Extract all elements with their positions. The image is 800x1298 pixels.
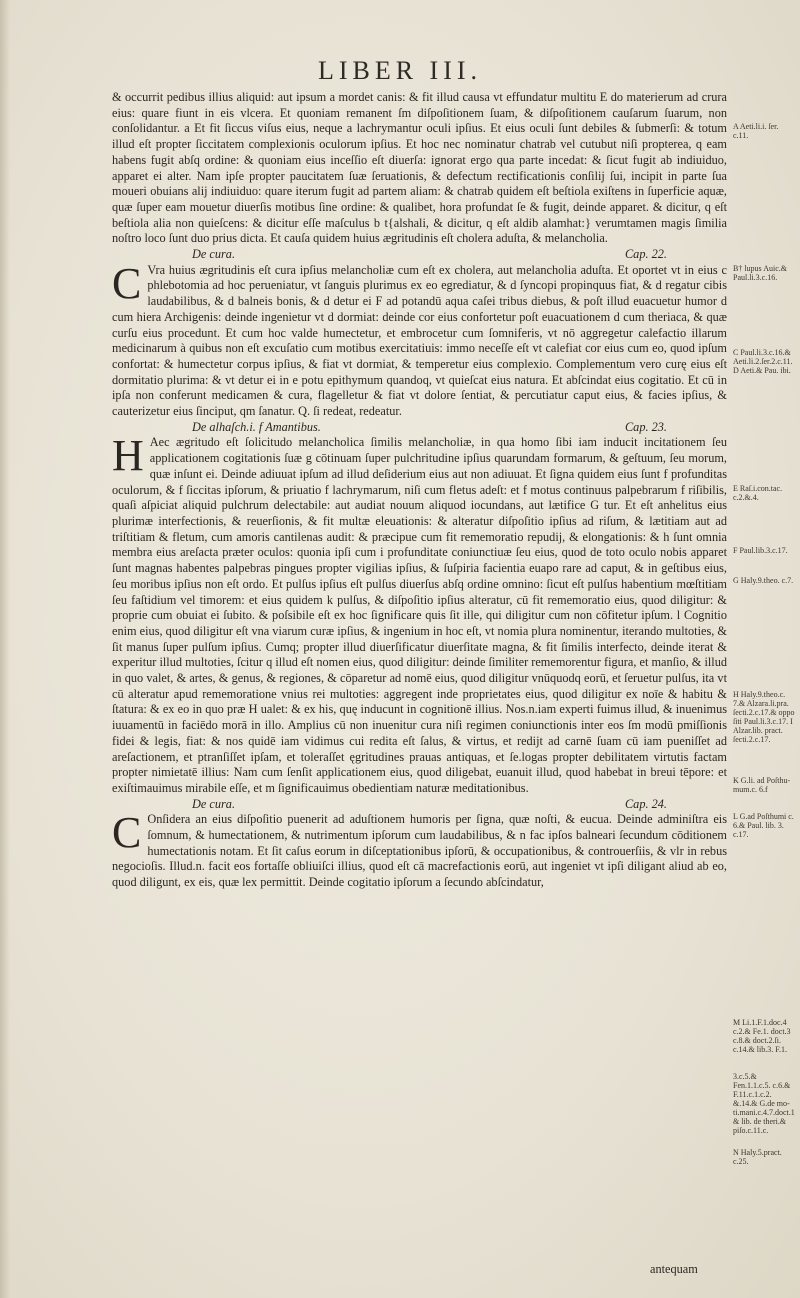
margin-note-n: N Haly.5.pract. c.25. (733, 1148, 782, 1166)
chapter-24-number: Cap. 24. (624, 796, 667, 811)
margin-note-hi: H Haly.9.theo.c. 7.& Alzara.li.pra. ſecti.2.c.17.& oppo ſiti Paul.li.3.c.17. I Alzar.lib. pract. ſecti.2.c.17. (733, 690, 795, 744)
catchword: antequam (650, 1262, 698, 1276)
chapter-23-text: Aec ægritudo eſt ſolicitudo melancholica ſimilis melancholiæ, in qua homo ſibi iam inducit incitationem ſeu applicationem cogitationis ſuæ g cōtinuam ſuper pulchritudine ipſius quarundam formarum, & geſtuum, ſeu morum, quæ inſunt ei. Deinde adiuuat ipſum ad illud deſiderium eius aut non adiuuat. Et ſigna quidem eius ſunt f profunditas oculorum, & f ſiccitas ipſorum, & priuatio f lachrymarum, niſi cum fletus adeſt: et f motus continuus palpebrarum f riſibilis, quaſi aſpiciat aliquid pulchrum delectabile: aut audiat nouum aliquod iocundans, aut lætifice G tur. Et eſt anhelitus eius plurimæ interfectionis, & reuerſionis, & fit multæ eleuationis: & alteratur diſpoſitio ipſius ad riſum, & lætitiam aut ad triſtitiam & fletum, cum amoris cantilenas audit: & præcipue cum fit rememoratio repudij, & elongationis: & h ſunt omnia membra eius areſacta præter oculos: quonia ipſi cum i profunditate coniunctiuæ ſeu eius, quod de toto oculo nobis apparet ſunt magnas habentes palpebras pingues propter vigilias ipſius, & ſuſpiria facientia euapo rare ad caput, & in geſtibus eius, ſeu moribus ipſius non eſt ordo. Et pulſus ipſius eſt pulſus diuerſus abſq ordine omnino: ſicut eſt pulſus habentium mœſtitiam ſeu faſtidium vel timorem: et eius quidem k pulſus, & diſpoſitio ipſius alteratur, cū fit rememoratio eius, quod diligitur: & proprie cum obuiat ei ſubito. & poſsibile eſt ex hoc ſignificare quis ſit ille, qui diligitur cum non cōfitetur ipſum. l Cognitio enim eius, quod diligitur eſt vna viarum curæ ipſius, & ingenium in hoc eſt, vt nomia plura nominentur, iterando multoties, & ſit manus ſuper pulſum ipſius. Cumq; propter illud diuerſificatur diuerſitate magna, & fit ſimilis interfecto, deinde iterat & experitur illud multoties, ſcitur q illud eſt nomen eius, quod diligitur: deinde ſimiliter rememorentur figura, et manſio, & illud in quo valet, & artes, & genus, & regiones, & cōparetur ad nomē eius, quod diligitur vnūquodq eorū, et ſeruetur pulſus, ita vt cū alteratur apud rememoratione vnius rei multoties: aggregent inde proprietates eius, quod diligitur ex noīe & habitu & ſtatura: & ex eo in quo præ H ualet: & ex his, quę inducunt in cognitionē illius. Nos.n.iam experti fuimus illud, & inuenimus iuuamentū in faciēdo morā in illo. Amplius cū non inuenitur cura niſi regimen coniunctionis inter eos ſm modū pmiſſionis fidei & legis, fiat: & nos quidē iam vidimus cui redita eſt ſalus, & virtus, et redijt ad carnē ſuam cū iam pueniſſet ad areſactionem, et ptranſiſſet ipſam, et toleraſſet ęgritudines prauas antiquas, et ſe.logas propter debilitatem virtutis factam propter nimietatē illius: Nam cum ſenſit applicationem eius, quod diligebat, euanuit illud, quod habebat in breui tēpore: et exiſtimauimus mirabile eſſe, et m ſignificauimus obedientiam naturæ meditationibus. (112, 435, 727, 795)
margin-note-f: F Paul.lib.3.c.17. (733, 546, 788, 555)
margin-note-m: M Li.1.F.1.doc.4 c.2.& Fe.1. doct.3 c.8.& doct.2.ſi. c.14.& lib.3. F.1. (733, 1018, 791, 1054)
chapter-22-heading (112, 247, 727, 263)
margin-note-e: E Raſ.i.con.tac. c.2.&.4. (733, 484, 783, 502)
chapter-23-heading (112, 420, 727, 436)
main-text-column (112, 90, 727, 891)
chapter-22-text: Vra huius ægritudinis eſt cura ipſius melancholiæ cum eſt ex cholera, aut melancholia aduſta. Et oportet vt in eius c phlebotomia ad hoc perueniatur, vt ſanguis plurimus ex eo egrediatur, & d ſyncopi propinquus fiat, & d regatur cibis laudabilibus, & d balneis bonis, & d detur ei F ad potandū aqua caſei tribus diebus, & poſt illud euacuetur humor d cum hiera Archigenis: deinde ingenietur vt d dormiat: deinde cor eius confortetur poſt euacuationem d cum theriaca, & quæ curſu eius procedunt. Et cum hoc valde humectetur, et embrocetur cum ſomniferis, vt nō aggregetur calefactio illarum medicinarum à quibus non eſt excuſatio cum motibus exercitatiuis: immo neceſſe eſt vt calefiat cor eius cum eo, quod ipſum confortat: & humectetur corpus ipſius, & fiat vt dormiat, & temperetur eius complexio. Complementum vero curę eius eſt dormitatio plurima: & vt detur ei in e potu epithymum quandoq, vt quieſcat eius natura. Et abſcindat eius cogitatio. Et cū in ipſa non conferunt medicamen & cura, flagelletur & fiat vt dolore ſentiat, & percutiatur caput eius, & facies ipſius, & cauterizetur eius ſinciput, qm ſanatur. Q. ſi redeat, redeatur. (112, 262, 727, 419)
chapter-24 (112, 808, 727, 891)
margin-note-b: B† lupus Auic.& Paul.li.3.c.16. (733, 264, 788, 282)
chapter-22-number: Cap. 22. (624, 247, 667, 262)
chapter-23-initial: H (112, 431, 144, 481)
page-gutter-shadow (0, 0, 10, 1298)
margin-note-k: K G.li. ad Poſthu- mum.c. 6.f (733, 776, 791, 794)
chapter-24-title: De cura. (192, 796, 236, 811)
chapter-24-text: Onſidera an eius diſpoſitio puenerit ad aduſtionem humoris per ſigna, quæ noſti, & eucua. Deinde adminiſtra eis ſomnum, & humectationem, & nutrimentum ipſorum cum laudabilibus, & n fac ipſos balneari ſecundum cōditionem humectationis notam. Et ſit caſus eorum in diſceptationibus ipſorū, & occupationibus, & controuerſiis, & vlr in rebus negocioſis. Illud.n. facit eos fortaſſe obliuiſci illius, quod eſt cā macrefactionis eorū, aut ingeniet vt ipſi diligant aliud ab eo, quod diligunt, ex eis, quæ lex permittit. Deinde cogitatio ipſorum a ſecundo abſcindatur, (112, 812, 727, 890)
chapter-22 (112, 258, 727, 420)
chapter-22-initial: C (112, 258, 142, 308)
margin-note-m-cont: 3.c.5.& Fen.1.1.c.5. c.6.& F.11.c.1.c.2. &.14.& G.de mo- ti.mani.c.4.7.doct.1 & lib. de theri.& piſo.c.11.c. (733, 1072, 795, 1135)
margin-note-g: G Haly.9.theo. c.7. (733, 576, 794, 585)
margin-note-cd: C Paul.li.3.c.16.& Aeti.li.2.ſer.2.c.11. D Aeti.& Pau. ibi. (733, 348, 793, 375)
chapter-24-initial: C (112, 808, 142, 858)
chapter-23 (112, 431, 727, 796)
section-1-paragraph: & occurrit pedibus illius aliquid: aut ipsum a mordet canis: & fit illud causa vt effundatur multitu E do materierum ad crura eius: quare fiunt in eis vlcera. Et quoniam remanent ſm diſpoſitionem ſuam, & diſpoſitionem cauſarum ſuarum, non conſolidantur. a Et fit ſiccus viſus eius, neque a lachrymantur oculi ipſius. Et eius oculi ſunt debiles & ſubmerſi: & totum illud eſt propter ſiccitatem complexionis oculorum ipſius. Et hoc nec nominatur chatrab vel cutubut niſi propterea, q eam habens fugit abſq ordine: & quoniam eius inceſſio eſt diuerſa: ignorat ergo qua parte incedat: & ſicut fugit ab indiuiduo, apparet ei alter. Nam ipſe propter paucitatem ſuæ ſeruationis, & defectum rectificationis conſilij ſui, incipit in parte ſua moueri obuians alij indiuiduo: quare iterum fugit ad partem aliam: & chatrab quidem eſt beſtiola exiſtens in ſuperficie aquæ, quæ ſuper eam mouetur diuerſis motibus ſine ordine: & qualibet, hora profundat ſe & fugit, deinde apparet. & dicitur, q eſt beſtiola alia non quieſcens: & dicitur eſſe maſculus b t{alshali, & dicitur, q eſt aldib alamhat:} verumtamen magis ſimilia noſtro loco ſunt duo prius dicta. Et cauſa quidem huius ægritudinis eſt cholera aduſta, & melancholia. (112, 90, 727, 246)
chapter-23-title: De alhaſch.i. f Amantibus. (192, 419, 321, 434)
running-header: LIBER III. (317, 56, 483, 85)
margin-note-a: A Aeti.li.i. ſer. c.11. (733, 122, 779, 140)
chapter-22-title: De cura. (192, 247, 236, 262)
chapter-24-heading (112, 797, 727, 813)
margin-note-l: L G.ad Poſthumi c. 6.& Paul. lib. 3. c.17. (733, 812, 794, 839)
chapter-23-number: Cap. 23. (624, 419, 667, 434)
